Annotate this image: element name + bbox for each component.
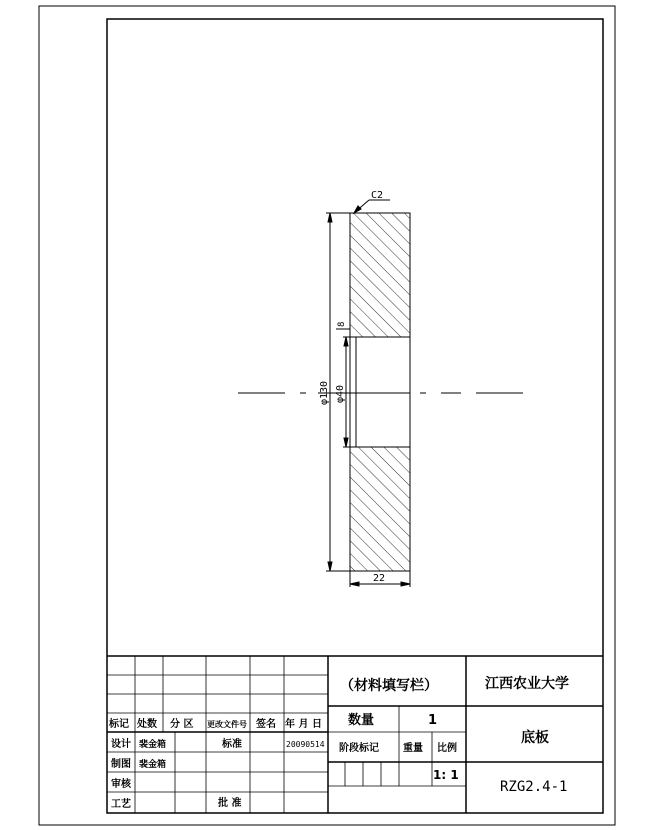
part-upper-hatch — [350, 213, 410, 337]
approve-label: 批 准 — [218, 798, 242, 809]
chamfer-leader — [354, 200, 390, 213]
dim-bore-diameter-label: φ40 — [335, 384, 346, 403]
scale-value: 1: 1 — [433, 768, 459, 782]
process-label: 工艺 — [111, 799, 131, 810]
rev-header-count: 处数 — [137, 719, 157, 730]
rev-header-mark: 标记 — [109, 719, 129, 730]
rev-header-doc: 更改文件号 — [207, 720, 247, 729]
rev-header-date: 年 月 日 — [285, 719, 322, 730]
part-name: 底板 — [521, 730, 549, 746]
review-label: 审核 — [111, 779, 131, 790]
part-lower-hatch — [350, 447, 410, 571]
draw-label: 制图 — [111, 759, 131, 770]
scale-label: 比例 — [437, 743, 457, 754]
dim-thickness-label: 22 — [373, 573, 386, 584]
dim-outer-diameter-label: φ130 — [319, 380, 330, 405]
university-name: 江西农业大学 — [485, 676, 569, 692]
quantity-label: 数量 — [348, 713, 375, 728]
design-date: 20090514 — [286, 740, 325, 749]
rev-header-zone: 分 区 — [170, 719, 194, 730]
drawing-number: RZG2.4-1 — [500, 779, 568, 795]
stage-label: 阶段标记 — [339, 743, 379, 754]
part-section — [350, 213, 410, 571]
design-name: 裴金箱 — [139, 740, 167, 750]
draw-name: 裴金箱 — [139, 760, 167, 770]
quantity-value: 1 — [428, 713, 438, 728]
rev-header-sign: 签名 — [256, 719, 276, 730]
chamfer-label: C2 — [371, 190, 384, 201]
weight-label: 重量 — [403, 743, 423, 754]
bore-region — [350, 337, 410, 447]
dim-small-label: 8 — [337, 321, 347, 327]
outer-frame — [39, 6, 615, 825]
material-placeholder: （材料填写栏） — [340, 678, 438, 694]
standard-label: 标准 — [222, 739, 242, 750]
design-label: 设计 — [111, 739, 131, 750]
